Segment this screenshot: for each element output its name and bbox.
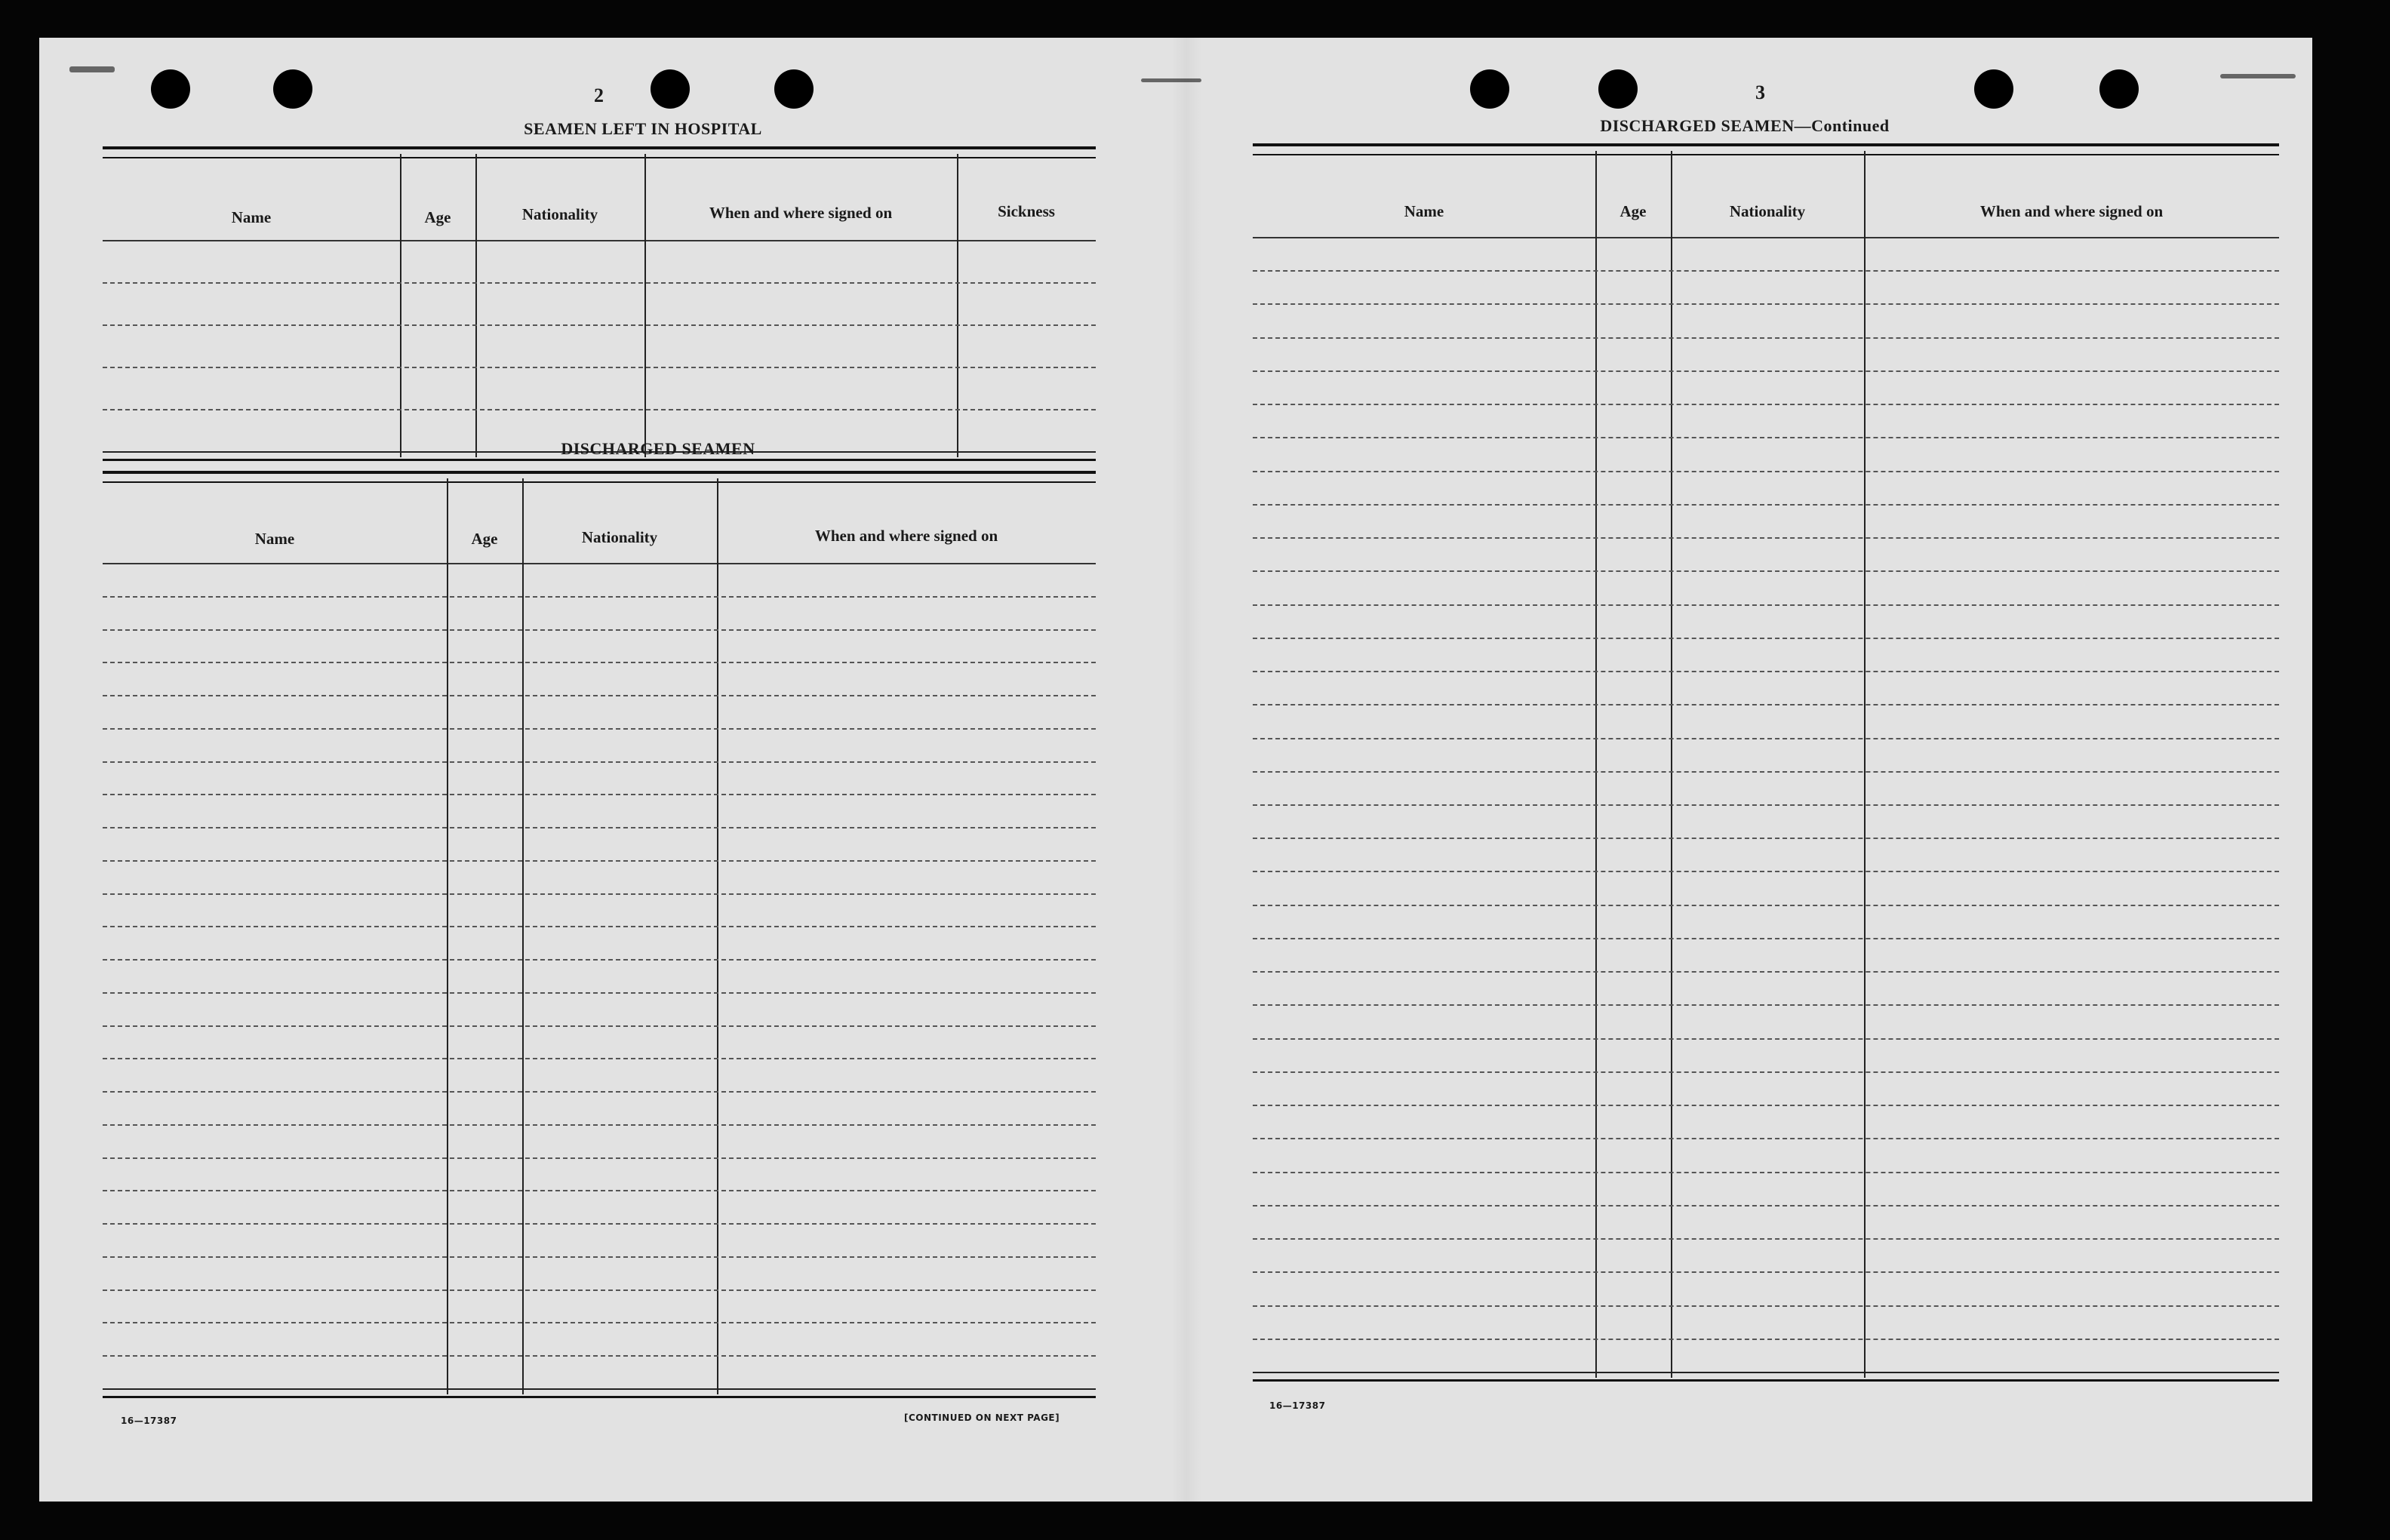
form-code-right: 16—17387 [1269,1400,1326,1411]
table-row [1253,570,2279,572]
table-row [103,1223,1096,1225]
punch-hole-icon [2099,69,2139,109]
punch-hole-icon [151,69,190,109]
continued-note: [CONTINUED ON NEXT PAGE] [904,1412,1060,1423]
column-divider [475,154,477,457]
table-row [103,992,1096,994]
table-row [103,860,1096,862]
column-header-age: Age [424,208,451,226]
column-divider [644,154,646,457]
table-row [1253,404,2279,405]
table-row [1253,303,2279,305]
table-row [103,629,1096,631]
table-row [1253,1138,2279,1139]
table-row [1253,671,2279,672]
table-row [1253,504,2279,506]
table-row [103,1091,1096,1093]
table-row [1253,905,2279,906]
table-row [103,1157,1096,1159]
table-row [103,794,1096,795]
table-row [1253,337,2279,339]
table-row [1253,1172,2279,1173]
punch-hole-icon [273,69,312,109]
table-row [1253,771,2279,773]
table-row [1253,871,2279,872]
table-bottom-rule [1253,1372,2279,1382]
table-row [103,1322,1096,1323]
punch-hole-icon [1470,69,1509,109]
page-number-left: 2 [594,85,604,106]
ink-smudge [2220,74,2296,78]
hospital-section-title: SEAMEN LEFT IN HOSPITAL [524,119,762,138]
table-row [1253,370,2279,372]
table-row [103,1256,1096,1258]
table-row [103,662,1096,663]
title-sub: —Continued [1794,116,1890,135]
table-row [1253,471,2279,472]
table-row [1253,1071,2279,1073]
table-row [1253,1271,2279,1273]
table-row [1253,1238,2279,1240]
table-row [1253,437,2279,438]
ink-smudge [1141,78,1201,82]
center-fold [1171,38,1201,1502]
discharged-section-title: DISCHARGED SEAMEN [561,439,755,458]
table-row [103,324,1096,326]
table-row [1253,638,2279,639]
column-divider [1671,151,1672,1378]
table-row [103,1124,1096,1126]
column-divider [400,154,401,457]
column-header-signed-on: When and where signed on [814,527,998,545]
hospital-table [103,146,1096,457]
page-number-right: 3 [1755,81,1765,103]
column-header-nationality: Nationality [581,528,658,546]
table-top-rule [1253,143,2279,155]
column-header-name: Name [254,530,295,548]
table-row [1253,1038,2279,1040]
table-row [103,1289,1096,1291]
table-row [1253,1105,2279,1106]
table-row [1253,971,2279,973]
column-header-sickness: Sickness [998,202,1055,220]
column-header-nationality: Nationality [521,205,598,223]
discharged-table [103,471,1096,1394]
table-row [1253,1339,2279,1340]
table-row [103,367,1096,368]
column-divider [1864,151,1866,1378]
table-top-rule [103,146,1096,158]
ink-smudge [69,66,115,72]
table-row [1253,270,2279,272]
table-row [103,1355,1096,1357]
column-header-age: Age [1619,202,1647,220]
table-row [1253,1004,2279,1006]
column-header-name: Name [1404,202,1444,220]
column-divider [1595,151,1597,1378]
punch-hole-icon [1598,69,1638,109]
form-code-left: 16—17387 [121,1416,177,1426]
header-rule [1253,237,2279,238]
table-row [103,695,1096,696]
table-row [103,728,1096,730]
table-row [1253,838,2279,839]
header-rule [103,240,1096,241]
table-bottom-rule [103,1388,1096,1398]
table-row [1253,738,2279,739]
table-row [103,1190,1096,1191]
table-row [103,282,1096,284]
title-main: DISCHARGED SEAMEN [1600,116,1795,135]
table-row [1253,804,2279,806]
table-row [103,1058,1096,1059]
column-header-name: Name [231,208,272,226]
table-row [1253,537,2279,539]
column-divider [957,154,958,457]
punch-hole-icon [651,69,690,109]
table-row [1253,1305,2279,1307]
table-row [1253,1205,2279,1206]
column-header-signed-on: When and where signed on [709,204,893,222]
column-header-signed-on: When and where signed on [1979,202,2164,220]
table-row [103,409,1096,410]
header-rule [103,563,1096,564]
table-row [103,893,1096,895]
punch-hole-icon [1974,69,2013,109]
table-row [103,959,1096,961]
column-header-age: Age [471,530,498,548]
punch-hole-icon [774,69,814,109]
form-sheet [39,38,2312,1502]
table-row [1253,604,2279,606]
table-row [103,926,1096,927]
table-row [103,596,1096,598]
discharged-continued-table [1253,143,2279,1378]
table-row [103,1025,1096,1027]
table-row [1253,938,2279,939]
discharged-continued-title [1503,116,1986,136]
table-top-rule [103,471,1096,483]
table-row [103,827,1096,828]
column-header-nationality: Nationality [1729,202,1806,220]
table-row [103,761,1096,763]
table-row [1253,704,2279,705]
